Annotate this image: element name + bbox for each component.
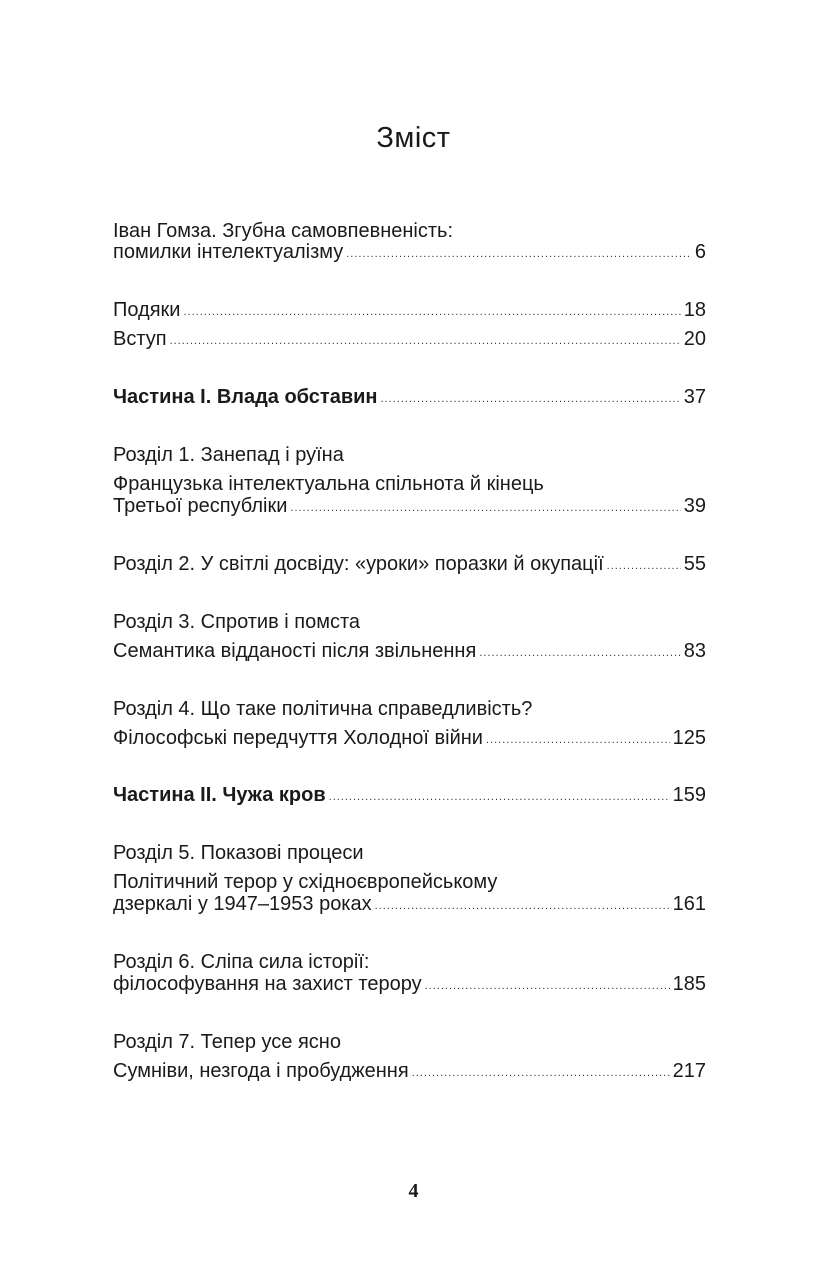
toc-chapter-7-heading: Розділ 7. Тепер усе ясно — [113, 1031, 341, 1053]
toc-entry-label: філософування на захист терору — [113, 973, 422, 995]
toc-page-number: 37 — [683, 386, 706, 408]
toc-chapter-6-heading: Розділ 6. Сліпа сила історії: — [113, 951, 370, 973]
toc-entry-introduction[interactable] — [113, 326, 706, 352]
toc-chapter-5-subtitle-line1: Політичний терор у східноєвропейському — [113, 871, 498, 893]
toc-entry-acknowledgements[interactable] — [113, 297, 706, 323]
toc-entry-label: Частина І. Влада обставин — [113, 386, 378, 408]
toc-entry-chapter-5[interactable] — [113, 891, 706, 917]
leader-dots — [486, 727, 670, 753]
toc-page-number: 217 — [672, 1060, 706, 1082]
toc-entry-label: помилки інтелектуалізму — [113, 241, 344, 263]
toc-entry-chapter-4[interactable] — [113, 725, 706, 751]
leader-dots — [412, 1060, 670, 1086]
toc-entry-foreword[interactable] — [113, 239, 706, 265]
toc-chapter-3-heading: Розділ 3. Спротив і помста — [113, 611, 361, 633]
toc-entry-chapter-3[interactable] — [113, 638, 706, 664]
leader-dots — [425, 973, 670, 999]
toc-page-number: 83 — [683, 640, 706, 662]
toc-page-number: 159 — [672, 784, 706, 806]
toc-page-number: 6 — [694, 241, 706, 263]
toc-page-number: 185 — [672, 973, 706, 995]
toc-entry-label: Частина ІІ. Чужа кров — [113, 784, 326, 806]
toc-chapter-5-heading: Розділ 5. Показові процеси — [113, 842, 364, 864]
toc-chapter-4-heading: Розділ 4. Що таке політична справедливість? — [113, 698, 533, 720]
toc-entry-label: Подяки — [113, 299, 181, 321]
leader-dots — [375, 893, 670, 919]
toc-entry-label: Сумніви, незгода і пробудження — [113, 1060, 409, 1082]
toc-entry-label: Розділ 2. У світлі досвіду: «уроки» поразки й окупації — [113, 553, 604, 575]
toc-page-number: 55 — [683, 553, 706, 575]
leader-dots — [479, 640, 680, 666]
leader-dots — [183, 299, 680, 325]
leader-dots — [346, 241, 692, 267]
toc-entry-part-2[interactable] — [113, 782, 706, 808]
toc-entry-part-1[interactable] — [113, 384, 706, 410]
toc-chapter-1-heading: Розділ 1. Занепад і руїна — [113, 444, 344, 466]
toc-entry-label: Третьої республіки — [113, 495, 288, 517]
page-title: Зміст — [376, 122, 451, 154]
toc-entry-label: Вступ — [113, 328, 167, 350]
toc-page-number: 18 — [683, 299, 706, 321]
leader-dots — [290, 495, 680, 521]
toc-page-number: 20 — [683, 328, 706, 350]
toc-entry-label: Семантика відданості після звільнення — [113, 640, 477, 662]
leader-dots — [380, 386, 680, 412]
toc-entry-chapter-1[interactable] — [113, 493, 706, 519]
leader-dots — [170, 328, 681, 354]
toc-entry-label: дзеркалі у 1947–1953 роках — [113, 893, 372, 915]
leader-dots — [329, 784, 670, 810]
toc-entry-chapter-7[interactable] — [113, 1058, 706, 1084]
toc-entry-chapter-6[interactable] — [113, 971, 706, 997]
page-number: 4 — [408, 1180, 419, 1202]
toc-entry-chapter-2[interactable] — [113, 551, 706, 577]
toc-page-number: 39 — [683, 495, 706, 517]
toc-chapter-1-subtitle-line1: Французька інтелектуальна спільнота й кінець — [113, 473, 544, 495]
toc-entry-foreword-line1: Іван Гомза. Згубна самовпевненість: — [113, 220, 453, 242]
toc-entry-label: Філософські передчуття Холодної війни — [113, 727, 483, 749]
toc-page-number: 161 — [672, 893, 706, 915]
toc-page-number: 125 — [672, 727, 706, 749]
leader-dots — [607, 553, 681, 579]
